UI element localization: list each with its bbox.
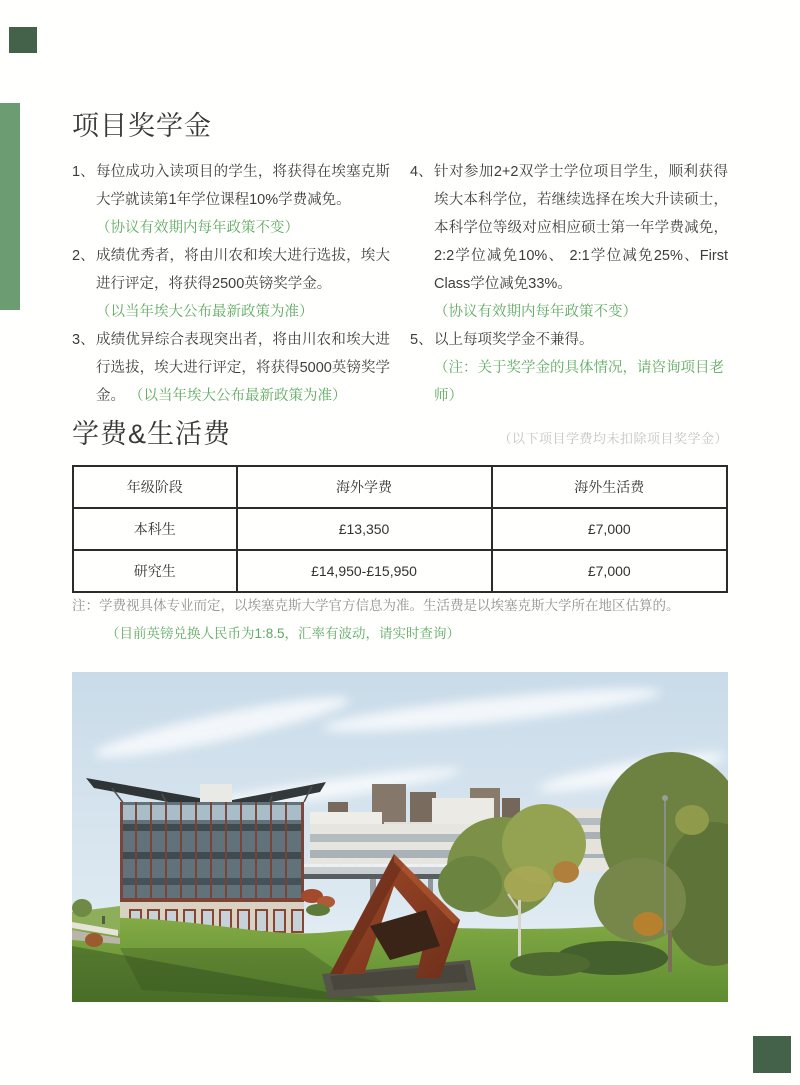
footnote-text: 注：学费视具体专业而定，以埃塞克斯大学官方信息为准。生活费是以埃塞克斯大学所在地区估算的。 — [72, 598, 680, 613]
item-note: （协议有效期内每年政策不变） — [96, 220, 299, 236]
table-header-cell: 海外生活费 — [492, 466, 727, 508]
table-cell: £7,000 — [492, 550, 727, 592]
item-note: （协议有效期内每年政策不变） — [434, 304, 637, 320]
item-note-inline: （以当年埃大公布最新政策为准） — [129, 388, 347, 404]
list-item — [72, 326, 390, 410]
list-item — [72, 158, 390, 242]
fees-footnote — [72, 592, 728, 648]
item-text: 成绩优秀者，将由川农和埃大进行选拔，埃大进行评定，将获得2500英镑奖学金。 — [96, 248, 390, 292]
table-header-cell: 海外学费 — [237, 466, 492, 508]
table-cell: £14,950-£15,950 — [237, 550, 492, 592]
item-number: 4、 — [410, 164, 433, 180]
item-note: （以当年埃大公布最新政策为准） — [96, 304, 314, 320]
scholarship-list — [72, 158, 728, 410]
scholarship-column-left — [72, 158, 390, 410]
table-cell: £13,350 — [237, 508, 492, 550]
fees-side-note: （以下项目学费均未扣除项目奖学金） — [498, 431, 728, 446]
footnote-exchange-note: （目前英镑兑换人民币为1:8.5，汇率有波动，请实时查询） — [106, 626, 461, 641]
table-header-cell: 年级阶段 — [73, 466, 237, 508]
item-text: 针对参加2+2双学士学位项目学生，顺利获得埃大本科学位，若继续选择在埃大升读硕士，本科学位等级对应相应硕士第一年学费减免，2:2学位减免10%、 2:1学位减免25%、First Class学位减免33%。 — [434, 164, 728, 292]
left-accent-bar — [0, 103, 20, 310]
item-note: （注：关于奖学金的具体情况，请咨询项目老师） — [434, 360, 724, 404]
table-row — [73, 508, 727, 550]
scholarship-section-title: 项目奖学金 — [72, 111, 212, 141]
item-text: 成绩优异综合表现突出者，将由川农和埃大进行选拔，埃大进行评定，将获得5000英镑奖学金。 — [96, 332, 390, 404]
item-number: 3、 — [72, 332, 95, 348]
corner-accent-top-left — [9, 27, 37, 53]
fees-section-title: 学费&生活费 — [72, 419, 232, 449]
item-text: 每位成功入读项目的学生，将获得在埃塞克斯大学就读第1年学位课程10%学费减免。 — [96, 164, 390, 208]
table-cell: 研究生 — [73, 550, 237, 592]
item-number: 1、 — [72, 164, 95, 180]
list-item — [72, 242, 390, 326]
fees-table — [72, 465, 728, 593]
table-header-row — [73, 466, 727, 508]
campus-photo — [72, 672, 728, 1002]
table-cell: £7,000 — [492, 508, 727, 550]
scholarship-column-right — [410, 158, 728, 410]
item-text: 以上每项奖学金不兼得。 — [434, 332, 594, 348]
list-item — [410, 158, 728, 326]
table-cell: 本科生 — [73, 508, 237, 550]
list-item — [410, 326, 728, 410]
fees-title-row — [72, 412, 728, 452]
item-number: 2、 — [72, 248, 95, 264]
table-row — [73, 550, 727, 592]
corner-accent-bottom-right — [753, 1036, 791, 1073]
item-number: 5、 — [410, 332, 433, 348]
